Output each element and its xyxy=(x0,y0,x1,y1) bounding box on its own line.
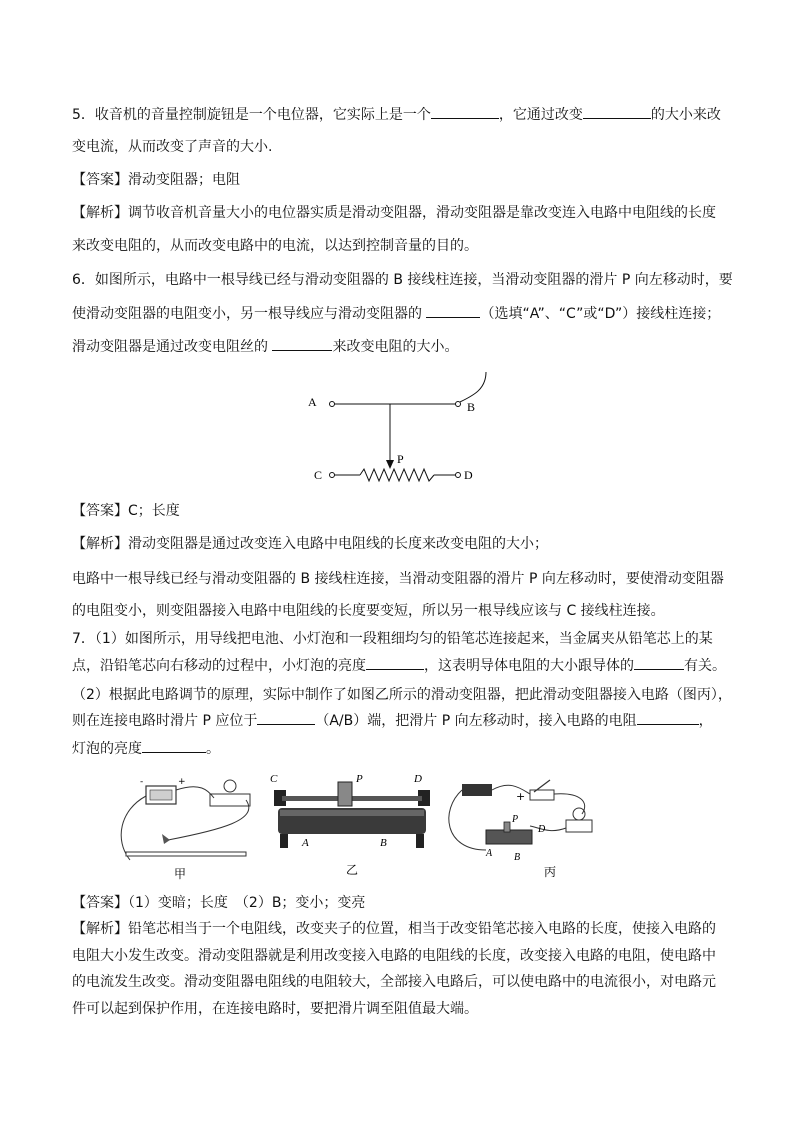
q7-line3: （2）根据此电路调节的原理，实际中制作了如图乙所示的滑动变阻器，把此滑动变阻器接入电路（图丙）， xyxy=(72,687,732,703)
answer-blank[interactable] xyxy=(257,710,315,725)
terminal-c xyxy=(330,473,335,478)
label-d: D xyxy=(464,468,473,482)
terminal-b xyxy=(456,402,461,407)
slider-p xyxy=(338,782,352,806)
pencil-lead xyxy=(126,852,246,856)
answer-blank[interactable] xyxy=(366,655,424,670)
q5-line2: 变电流，从而改变了声音的大小. xyxy=(72,139,273,155)
svg-text:D: D xyxy=(414,773,422,785)
svg-text:D: D xyxy=(538,824,546,835)
analysis-7-line4: 件可以起到保护作用，在连接电路时，要把滑片调至阻值最大端。 xyxy=(72,1001,478,1017)
bulb-icon xyxy=(224,780,236,792)
analysis-7-line2: 电阻大小发生改变。滑动变阻器就是利用改变接入电路的电阻线的长度，改变接入电路的电阻，使电路中 xyxy=(72,948,716,964)
caption-bing: 丙 xyxy=(544,865,557,879)
answer-blank[interactable] xyxy=(431,104,499,119)
lamp-base xyxy=(566,820,592,832)
figure-yi xyxy=(270,773,430,877)
answer-5: 【答案】滑动变阻器；电阻 xyxy=(72,172,240,188)
svg-text:A: A xyxy=(302,837,309,849)
svg-text:+: + xyxy=(178,777,186,787)
q6-line1: 6．如图所示，电路中一根导线已经与滑动变阻器的 B 接线柱连接，当滑动变阻器的滑片 P 向左移动时，要 xyxy=(72,272,733,288)
answer-blank[interactable] xyxy=(634,655,684,670)
answer-blank[interactable] xyxy=(426,303,480,318)
q7-line1: 7．（1）如图所示，用导线把电池、小灯泡和一段粗细均匀的铅笔芯连接起来，当金属夹从铅笔芯上的某 xyxy=(72,631,713,647)
analysis-7-line1: 【解析】铅笔芯相当于一个电阻线，改变夹子的位置，相当于改变铅笔芯接入电路的长度，使接入电路的 xyxy=(72,921,716,937)
svg-text:-: - xyxy=(140,777,144,787)
svg-text:B: B xyxy=(380,837,387,849)
answer-blank[interactable] xyxy=(583,104,651,119)
label-p: P xyxy=(397,452,404,466)
label-b: B xyxy=(467,400,476,414)
q6-line2: 使滑动变阻器的电阻变小，另一根导线应与滑动变阻器的 （选填“A”、“C”或“D”）接线柱连接； xyxy=(72,303,720,324)
caption-yi: 乙 xyxy=(346,863,359,877)
experiment-figures xyxy=(110,770,610,885)
analysis-5-line2: 来改变电阻的，从而改变电路中的电流，以达到控制音量的目的。 xyxy=(72,238,478,254)
figure-bing xyxy=(449,780,592,879)
q7-line2: 点，沿铅笔芯向右移动的过程中，小灯泡的亮度 ，这表明导体电阻的大小跟导体的 有关。 xyxy=(72,655,726,676)
answer-7: 【答案】（1）变暗；长度 （2）B；变小；变亮 xyxy=(72,895,366,911)
connected-wire xyxy=(460,372,486,402)
terminal-d xyxy=(456,473,461,478)
svg-text:P: P xyxy=(356,773,363,785)
analysis-5-line1: 【解析】调节收音机音量大小的电位器实质是滑动变阻器，滑动变阻器是靠改变连入电路中电阻线的长度 xyxy=(72,205,716,221)
analysis-6-line2: 电路中一根导线已经与滑动变阻器的 B 接线柱连接，当滑动变阻器的滑片 P 向左移动时，要使滑动变阻器 xyxy=(72,571,724,587)
label-a: A xyxy=(308,395,317,409)
svg-text:P: P xyxy=(512,814,519,825)
q5-line1: 5．收音机的音量控制旋钮是一个电位器，它实际上是一个 ，它通过改变 的大小来改 xyxy=(72,104,721,125)
resistor-coil xyxy=(360,469,434,481)
q6-line3: 滑动变阻器是通过改变电阻丝的 来改变电阻的大小。 xyxy=(72,336,458,357)
figure-jia xyxy=(121,777,250,881)
q7-line4: 则在连接电路时滑片 P 应位于 （A/B）端，把滑片 P 向左移动时，接入电路的电阻 ， xyxy=(72,710,713,731)
answer-blank[interactable] xyxy=(142,738,206,753)
answer-blank[interactable] xyxy=(272,336,332,351)
analysis-6-line1: 【解析】滑动变阻器是通过改变连入电路中电阻线的长度来改变电阻的大小； xyxy=(72,536,548,552)
svg-text:A: A xyxy=(486,848,493,859)
analysis-7-line3: 的电流发生改变。滑动变阻器电阻线的电阻较大，全部接入电路后，可以使电路中的电流很小，对电路元 xyxy=(72,974,716,990)
rheostat-circuit-diagram xyxy=(300,368,500,488)
answer-6: 【答案】C；长度 xyxy=(72,503,180,519)
battery-icon xyxy=(462,784,492,796)
q7-line5: 灯泡的亮度 。 xyxy=(72,738,220,759)
switch-icon xyxy=(530,790,554,800)
lamp-base xyxy=(210,794,250,806)
terminal-a xyxy=(330,402,335,407)
label-c: C xyxy=(314,468,323,482)
caption-jia: 甲 xyxy=(174,867,187,881)
bulb-icon xyxy=(573,808,585,820)
analysis-6-line3: 的电阻变小，则变阻器接入电路中电阻线的长度要变短，所以另一根导线应该与 C 接线柱连接。 xyxy=(72,603,665,619)
svg-text:B: B xyxy=(514,852,521,863)
svg-text:+: + xyxy=(516,790,526,803)
slider-arrow-icon xyxy=(386,460,394,469)
answer-blank[interactable] xyxy=(637,710,699,725)
clip-icon xyxy=(162,834,170,844)
svg-text:C: C xyxy=(270,773,278,785)
